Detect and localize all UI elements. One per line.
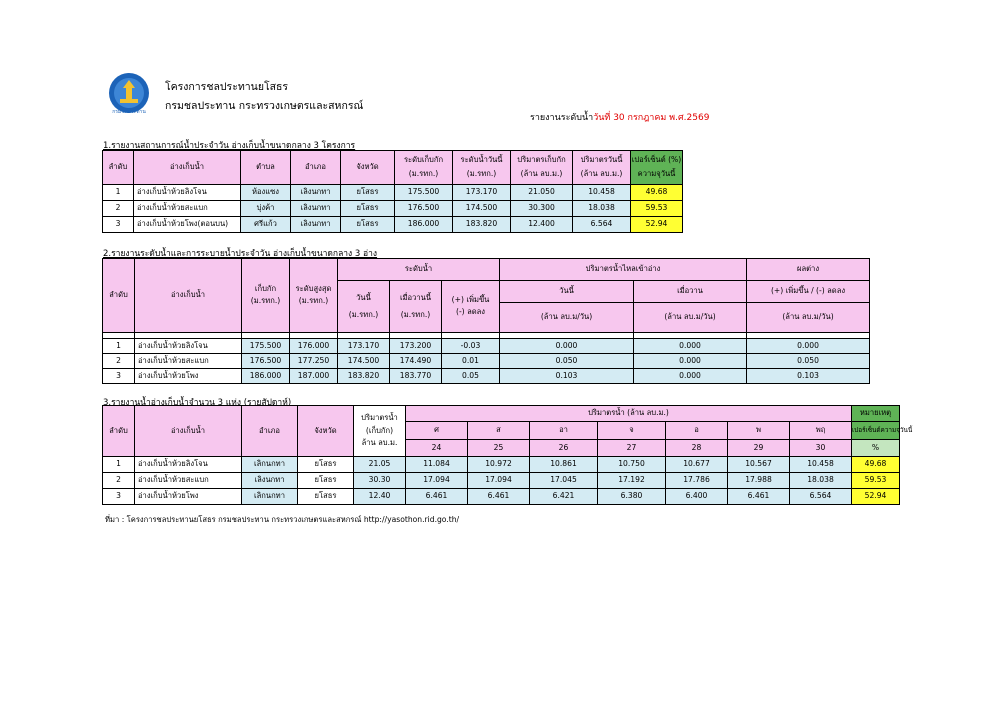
table-cell: 0.000 [747, 339, 870, 354]
table-cell: (เก็บกัก) [365, 425, 394, 435]
table-cell: อ่างเก็บน้ำห้วยลิงโจน [134, 185, 241, 201]
t3-header-date: 29 [728, 440, 790, 457]
table-cell: 17.094 [406, 473, 468, 489]
table-cell: (+) เพิ่มขึ้น [451, 295, 490, 305]
t3-header-date: 24 [406, 440, 468, 457]
table-cell: (ม.รทก.) [408, 169, 439, 178]
table-cell: อ่างเก็บน้ำห้วยสะแบก [134, 201, 241, 217]
table-cell: ล้าน ลบ.ม. [361, 438, 398, 448]
table-cell: 174.500 [338, 354, 390, 369]
table-cell: อ่างเก็บน้ำห้วยลิงโจน [135, 457, 242, 473]
table-cell: 175.500 [242, 339, 290, 354]
t2-header-inflow-yesterday-unit: (ล้าน ลบ.ม/วัน) [634, 303, 747, 333]
table-cell: 173.170 [338, 339, 390, 354]
table-cell: 3 [103, 489, 135, 505]
table-cell: อ่างเก็บน้ำห้วยสะแบก [135, 354, 242, 369]
table-cell: ระดับน้ำวันนี้ [460, 155, 503, 165]
table-cell: ศรีแก้ว [241, 217, 291, 233]
table-cell: 6.421 [530, 489, 598, 505]
table-cell: 1 [103, 457, 135, 473]
source-note: ที่มา : โครงการชลประทานยโสธร กรมชลประทาน กระทรวงเกษตรและสหกรณ์ http://yasothon.rid.go.th/ [105, 515, 460, 524]
table-cell: 59.53 [852, 473, 900, 489]
table-cell: เปอร์เซ็นต์ (%) [631, 155, 682, 165]
t2-header-reservoir: อ่างเก็บน้ำ [135, 259, 242, 333]
table-cell: 10.458 [790, 457, 852, 473]
table-cell: 17.786 [666, 473, 728, 489]
table-cell: 177.250 [290, 354, 338, 369]
table-cell: 12.40 [354, 489, 406, 505]
table-cell: 183.820 [338, 369, 390, 384]
table-cell: 3 [103, 217, 134, 233]
table-cell: วันนี้ [356, 292, 371, 302]
report-date-line [530, 110, 709, 124]
t3-header-day: ส [468, 422, 530, 440]
table-row [103, 217, 683, 233]
t3-header-water-volume: ปริมาตรน้ำ (ล้าน ลบ.ม.) [406, 406, 852, 422]
table-cell: 49.68 [631, 185, 683, 201]
t2-header-yesterday [390, 281, 442, 333]
report-prefix: รายงานระดับน้ำ [530, 113, 594, 123]
table-cell: 0.000 [634, 369, 747, 384]
table-cell: -0.03 [442, 339, 500, 354]
t2-header-inflow-yesterday: เมื่อวาน [634, 281, 747, 303]
table-cell: (ล้าน ลบ.ม.) [520, 169, 563, 178]
t2-header-inflow-today: วันนี้ [500, 281, 634, 303]
table-cell: 52.94 [852, 489, 900, 505]
t3-header-remark: หมายเหตุ [852, 406, 900, 422]
table-cell: 10.972 [468, 457, 530, 473]
t3-header-date: 26 [530, 440, 598, 457]
table-row [103, 369, 870, 384]
t2-header-diff: ผลต่าง [747, 259, 870, 281]
t1-header-no: ลำดับ [103, 151, 134, 185]
table-cell: 18.038 [790, 473, 852, 489]
t3-header-day: จ [598, 422, 666, 440]
table-cell: 175.500 [395, 185, 453, 201]
table-cell: 17.988 [728, 473, 790, 489]
t1-header-capacity [511, 151, 573, 185]
table-cell: อ่างเก็บน้ำห้วยโพง [135, 489, 242, 505]
table-cell: 10.750 [598, 457, 666, 473]
table-cell: 2 [103, 201, 134, 217]
logo-text: กรมชลประทาน [112, 109, 146, 115]
table-cell: 6.461 [468, 489, 530, 505]
table-cell: 17.192 [598, 473, 666, 489]
table-cell: 6.564 [790, 489, 852, 505]
table1-title: 1.รายงานสถานการณ์น้ำประจำวัน อ่างเก็บน้ำขนาดกลาง 3 โครงการ [103, 141, 356, 151]
org-name: โครงการชลประทานยโสธร [165, 81, 289, 93]
table-cell: 6.564 [573, 217, 631, 233]
t3-header-day: อา [530, 422, 598, 440]
table-row [103, 489, 900, 505]
table-cell: เมื่อวานนี้ [399, 292, 432, 302]
table-cell: 1 [103, 185, 134, 201]
table-cell: เลิกนกทา [242, 457, 298, 473]
t3-header-date: 28 [666, 440, 728, 457]
table-cell: 6.380 [598, 489, 666, 505]
table-cell: ความจุวันนี้ [637, 169, 676, 178]
table-cell: 0.000 [500, 339, 634, 354]
table-cell: 30.30 [354, 473, 406, 489]
table-cell: 183.770 [390, 369, 442, 384]
table-cell: ยโสธร [298, 473, 354, 489]
table-cell: เก็บกัก [254, 284, 277, 294]
table-cell: เลิกนกทา [242, 489, 298, 505]
table-cell: เลิงนกทา [291, 185, 341, 201]
t3-header-percent-sign: % [852, 440, 900, 457]
table-cell: ระดับเก็บกัก [403, 155, 444, 165]
t3-header-province: จังหวัด [298, 406, 354, 457]
table-cell: อ่างเก็บน้ำห้วยโพง(ตอนบน) [134, 217, 241, 233]
table-cell: ปริมาตรน้ำ [361, 412, 398, 422]
table-cell: (ม.รทก.) [298, 296, 329, 305]
table-cell: 21.050 [511, 185, 573, 201]
table3-title: 3.รายงานน้ำอ่างเก็บน้ำจำนวน 3 แห่ง (รายสัปดาห์) [103, 398, 292, 408]
table-cell: 174.490 [390, 354, 442, 369]
table-cell: ปริมาตรวันนี้ [580, 155, 623, 165]
table-cell: 0.050 [747, 354, 870, 369]
table-cell: 176.500 [242, 354, 290, 369]
t3-header-date: 30 [790, 440, 852, 457]
table-cell: อ่างเก็บน้ำห้วยโพง [135, 369, 242, 384]
t1-header-storage-level [395, 151, 453, 185]
table-cell: ยโสธร [341, 185, 395, 201]
table-cell: ปริมาตรเก็บกัก [517, 155, 566, 165]
table-cell: 176.500 [395, 201, 453, 217]
t1-header-today-volume [573, 151, 631, 185]
table-cell: (-) ลดลง [455, 307, 486, 316]
table-cell: 0.000 [634, 339, 747, 354]
table-cell: ระดับสูงสุด [295, 284, 332, 294]
table-cell: 10.458 [573, 185, 631, 201]
table-cell: เลิงนกทา [242, 473, 298, 489]
t2-header-inflow-today-unit: (ล้าน ลบ.ม/วัน) [500, 303, 634, 333]
rid-logo [108, 72, 150, 114]
t1-header-amphoe: อำเภอ [291, 151, 341, 185]
table-cell: 59.53 [631, 201, 683, 217]
table-row [103, 473, 900, 489]
table-cell: ยโสธร [298, 457, 354, 473]
t3-header-date: 25 [468, 440, 530, 457]
table-cell: ยโสธร [341, 201, 395, 217]
t3-header-reservoir: อ่างเก็บน้ำ [135, 406, 242, 457]
table-cell: 2 [103, 354, 135, 369]
table-cell: อ่างเก็บน้ำห้วยลิงโจน [135, 339, 242, 354]
table-cell: (ม.รทก.) [466, 169, 497, 178]
table-cell: ห้องแซง [241, 185, 291, 201]
t2-header-inflow: ปริมาตรน้ำไหลเข้าอ่าง [500, 259, 747, 281]
table-cell: 6.461 [406, 489, 468, 505]
table-cell: (ม.รทก.) [348, 309, 379, 319]
table-cell: 173.200 [390, 339, 442, 354]
table-cell: 6.400 [666, 489, 728, 505]
table-row [103, 457, 900, 473]
table-cell: 30.300 [511, 201, 573, 217]
table-cell: 187.000 [290, 369, 338, 384]
table-cell: 52.94 [631, 217, 683, 233]
table-cell: 10.677 [666, 457, 728, 473]
table-cell: 0.103 [500, 369, 634, 384]
table-cell: 186.000 [242, 369, 290, 384]
table-cell: อ่างเก็บน้ำห้วยสะแบก [135, 473, 242, 489]
table-cell: 10.861 [530, 457, 598, 473]
t3-header-no: ลำดับ [103, 406, 135, 457]
table-cell: 0.050 [500, 354, 634, 369]
table-cell: 2 [103, 473, 135, 489]
table-cell: 186.000 [395, 217, 453, 233]
table-cell: 1 [103, 339, 135, 354]
table-cell: 10.567 [728, 457, 790, 473]
t1-header-reservoir: อ่างเก็บน้ำ [134, 151, 241, 185]
t3-header-day: พฤ [790, 422, 852, 440]
t3-header-date: 27 [598, 440, 666, 457]
table-cell: (ล้าน ลบ.ม.) [580, 169, 623, 178]
t2-header-storage [242, 259, 290, 333]
table-cell: 0.103 [747, 369, 870, 384]
table2 [102, 258, 870, 384]
t2-header-max-level [290, 259, 338, 333]
t3-header-day: อ [666, 422, 728, 440]
table-cell: 174.500 [453, 201, 511, 217]
table-cell: 18.038 [573, 201, 631, 217]
table-cell: 17.094 [468, 473, 530, 489]
t2-header-water-level: ระดับน้ำ [338, 259, 500, 281]
table-cell: 0.000 [634, 354, 747, 369]
t3-header-day: ศ [406, 422, 468, 440]
table-cell: 173.170 [453, 185, 511, 201]
table-cell: 0.05 [442, 369, 500, 384]
table-row [103, 201, 683, 217]
t2-header-change [442, 281, 500, 333]
t3-header-remark-sub: เปอร์เซ็นต์ความจุวันนี้ [852, 422, 900, 440]
table-cell: 17.045 [530, 473, 598, 489]
table-cell: 12.400 [511, 217, 573, 233]
table-row [103, 185, 683, 201]
table-cell: 49.68 [852, 457, 900, 473]
table-row [103, 339, 870, 354]
table-cell: เลิงนกทา [291, 201, 341, 217]
t2-header-today [338, 281, 390, 333]
table-cell: (ม.รทก.) [400, 309, 431, 319]
t1-header-percent [631, 151, 683, 185]
t1-header-tambon: ตำบล [241, 151, 291, 185]
t3-header-volume [354, 406, 406, 457]
t3-header-amphoe: อำเภอ [242, 406, 298, 457]
table-cell: 183.820 [453, 217, 511, 233]
table-cell: ยโสธร [341, 217, 395, 233]
org-department: กรมชลประทาน กระทรวงเกษตรและสหกรณ์ [165, 100, 364, 112]
t3-header-day: พ [728, 422, 790, 440]
table-cell: 6.461 [728, 489, 790, 505]
t1-header-province: จังหวัด [341, 151, 395, 185]
table-cell: (ม.รทก.) [250, 296, 281, 305]
table1 [102, 150, 683, 233]
table-cell: 21.05 [354, 457, 406, 473]
t2-header-diff-sub: (+) เพิ่มขึ้น / (-) ลดลง [747, 281, 870, 303]
t2-header-diff-unit: (ล้าน ลบ.ม/วัน) [747, 303, 870, 333]
report-date: วันที่ 30 กรกฎาคม พ.ศ.2569 [593, 113, 710, 123]
table-cell: 3 [103, 369, 135, 384]
table-row [103, 354, 870, 369]
table3 [102, 405, 913, 505]
table-cell: เลิงนกทา [291, 217, 341, 233]
table-cell: 0.01 [442, 354, 500, 369]
table-cell: บุ่งค้า [241, 201, 291, 217]
table-cell: 11.084 [406, 457, 468, 473]
table-cell: 176.000 [290, 339, 338, 354]
table-cell: ยโสธร [298, 489, 354, 505]
t2-header-no: ลำดับ [103, 259, 135, 333]
table2-title: 2.รายงานระดับน้ำและการระบายน้ำประจำวัน อ่างเก็บน้ำขนาดกลาง 3 อ่าง [103, 249, 378, 259]
t1-header-today-level [453, 151, 511, 185]
